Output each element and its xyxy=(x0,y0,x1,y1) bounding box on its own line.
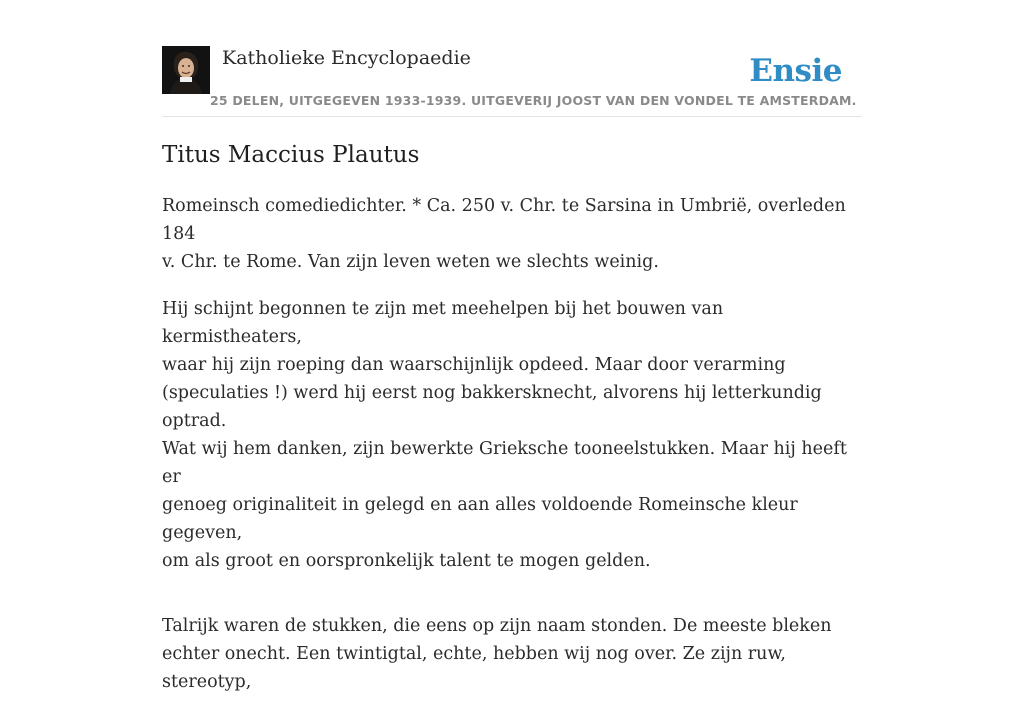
publication-subtitle: 25 DELEN, UITGEGEVEN 1933-1939. UITGEVERIJ JOOST VAN DEN VONDEL TE AMSTERDAM. xyxy=(210,93,857,108)
publication-title[interactable]: Katholieke Encyclopaedie xyxy=(222,47,471,69)
article-title: Titus Maccius Plautus xyxy=(162,142,420,168)
article-paragraph-3: Talrijk waren de stukken, die eens op zijn naam stonden. De meeste bleken echter onecht. Een twintigtal, echte, hebben wij nog over. Ze zijn ruw, stereotyp, xyxy=(162,616,832,692)
brand-logo[interactable]: Ensie xyxy=(749,53,842,89)
article-body xyxy=(162,192,864,715)
portrait-avatar-icon[interactable] xyxy=(162,46,210,94)
article-paragraph-1: Romeinsch comediedichter. * Ca. 250 v. Chr. te Sarsina in Umbrië, overleden 184 v. Chr. te Rome. Van zijn leven weten we slechts weinig. xyxy=(162,196,846,272)
site-header xyxy=(162,46,862,117)
article-paragraph-2: Hij schijnt begonnen te zijn met meehelpen bij het bouwen van kermistheaters, waar hij zijn roeping dan waarschijnlijk opdeed. Maar door verarming (speculaties !) werd hij eerst nog bakkersknecht, alvorens hij letterkundig optrad. Wat wij hem danken, zijn bewerkte Grieksche tooneelstukken. Maar hij heeft er genoeg originaliteit in gelegd en aan alles voldoende Romeinsche kleur gegeven, om als groot en oorspronkelijk talent te mogen gelden. xyxy=(162,299,847,571)
